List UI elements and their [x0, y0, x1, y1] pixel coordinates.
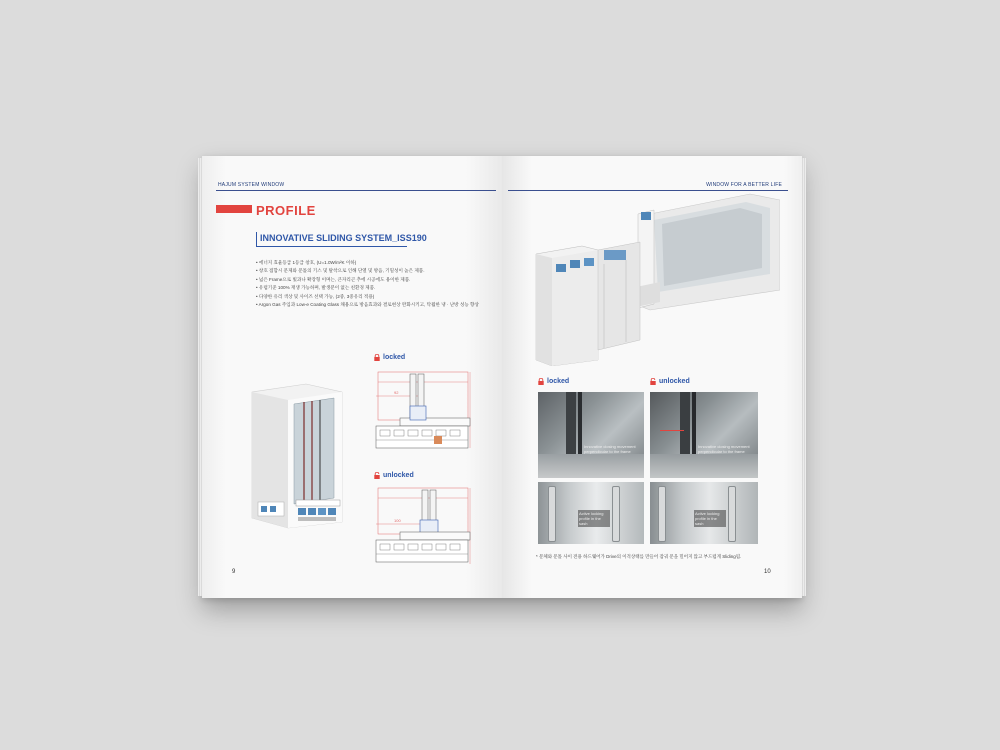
unlock-icon	[374, 472, 380, 479]
lock-icon	[374, 354, 380, 361]
unlock-icon	[650, 378, 656, 385]
page-number-left: 9	[232, 569, 236, 575]
footnote: * 문체와 문틀 사이 전용 하드웨어가 Drive의 이격상태를 만들어 잠궈 문을 밀어지 않고 부드럽게 Sliding됨.	[536, 554, 742, 559]
left-page	[202, 156, 502, 598]
feature-item: • 넓은 Frame으로 빛과나 확장형 이며는, 큰자리곤 추에 시공에도 용이한 제품.	[256, 276, 411, 282]
feature-item: • 유럽기준 100% 재생 가능하며, 발생분이 없는 친환경 제품.	[256, 285, 376, 291]
unlocked-section-drawing	[370, 484, 478, 570]
dimension-100: 100	[394, 518, 401, 523]
page-title: PROFILE	[256, 203, 316, 218]
feature-item: • 에너지 효율등급 1등급 창호, (U=1.0W/m²K 이하)	[256, 260, 357, 265]
system-title: INNOVATIVE SLIDING SYSTEM_ISS190	[260, 233, 427, 243]
locked-handle-photo	[538, 482, 644, 544]
unlocked-label-left: unlocked	[374, 472, 414, 479]
locked-caption: Innovative closing movement perpendicular to the frame	[584, 444, 636, 454]
locked-detail-photo	[538, 392, 644, 478]
sliding-frame-render	[530, 190, 780, 366]
feature-item: • 다양한 유리 색상 및 사이즈 선택 가능, (2중, 3중유리 적용)	[256, 293, 375, 299]
unlocked-detail-photo	[650, 392, 758, 478]
feature-list	[256, 259, 479, 309]
page-number-right: 10	[764, 569, 771, 575]
unlocked-handle-photo	[650, 482, 758, 544]
title-accent-bar	[216, 205, 252, 213]
locked-label-right: locked	[538, 378, 569, 385]
handle-caption-2: Active locking profile in the sash	[694, 510, 726, 527]
profile-cutaway-image	[246, 382, 358, 530]
running-head-left: HAJUM SYSTEM WINDOW	[218, 182, 285, 188]
right-page	[502, 156, 802, 598]
handle-caption-1: Active locking profile in the sash	[578, 510, 610, 527]
running-head-right: WINDOW FOR A BETTER LIFE	[706, 182, 782, 188]
header-rule-left	[216, 190, 496, 191]
brochure-spread	[202, 156, 802, 598]
locked-label-left: locked	[374, 354, 405, 361]
locked-section-drawing	[370, 366, 478, 456]
lock-icon	[538, 378, 544, 385]
unlocked-caption: Innovative closing movement perpendicular to the frame	[698, 444, 750, 454]
feature-item: • Argon Gas 주입과 Low-e Coating Glass 채용으로 방음효과와 결로현상 완화시키고, 탁월한 냉 · 난방 성능 향상	[256, 302, 479, 308]
unlocked-label-right: unlocked	[650, 378, 690, 385]
dimension-92: 92	[394, 390, 399, 395]
feature-item: • 창호 접합시 문제와 문틀의 기스 및 탈착으로 인해 단열 및 방음, 기밀성이 높은 제품.	[256, 268, 425, 274]
